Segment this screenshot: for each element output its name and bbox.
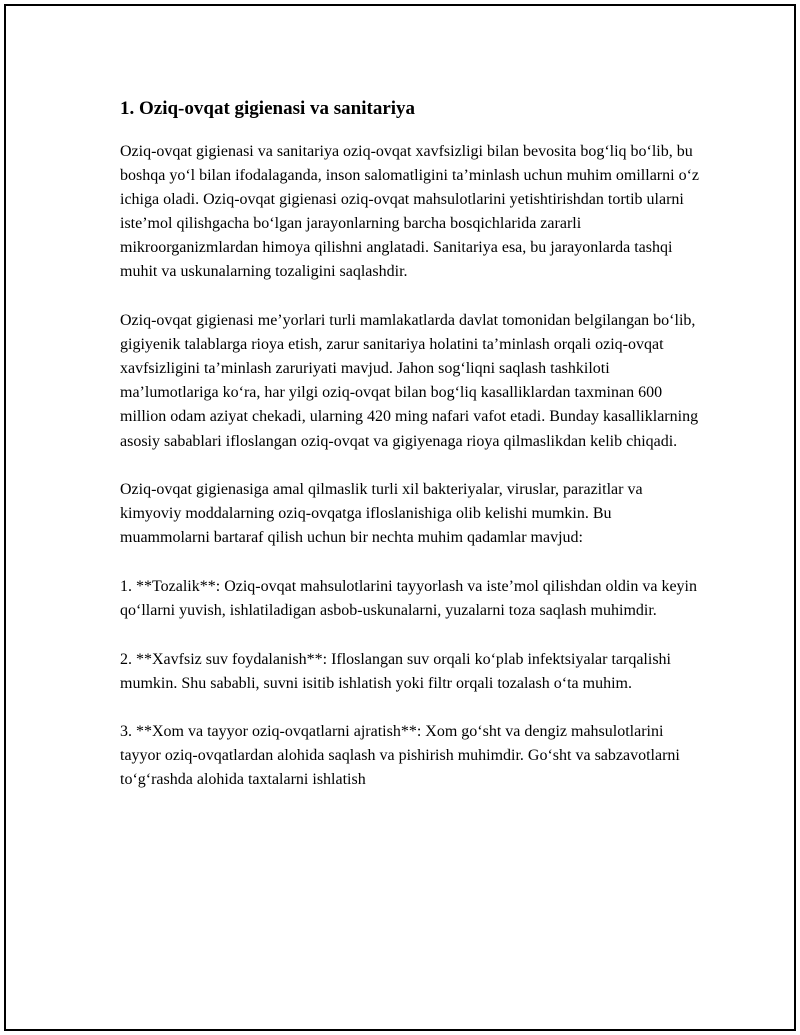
- list-item-safe-water: 2. **Xavfsiz suv foydalanish**: Ifloslangan suv orqali ko‘plab infektsiyalar tarqalishi mumkin. Shu sababli, suvni isitib ishlatish yoki filtr orqali tozalash o‘ta muhim.: [120, 650, 671, 692]
- page-frame: [4, 4, 796, 1031]
- paragraph-risks: Oziq-ovqat gigienasiga amal qilmaslik turli xil bakteriyalar, viruslar, parazitlar va kimyoviy moddalarning oziq-ovqatga ifloslanishiga olib kelishi mumkin. Bu muammolarni bartaraf qilish uchun bir nechta muhim qadamlar mavjud:: [120, 481, 643, 547]
- paragraph-norms: Oziq-ovqat gigienasi me’yorlari turli mamlakatlarda davlat tomonidan belgilangan bo‘lib, gigiyenik talablarga rioya etish, zarur sanitariya holatini ta’minlash orqali oziq-ovqat xavfsizligini ta’minlash zaruriyati mavjud. Jahon sog‘liqni saqlash tashkiloti ma’lumotlariga ko‘ra, har yilgi oziq-ovqat bilan bog‘liq kasalliklardan taxminan 600 million odam aziyat chekadi, ularning 420 ming nafari vafot etadi. Bunday kasalliklarning asosiy sabablari ifloslangan oziq-ovqat va gigiyenaga rioya qilmaslikdan kelib chiqadi.: [120, 312, 699, 450]
- list-item-separation: 3. **Xom va tayyor oziq-ovqatlarni ajratish**: Xom go‘sht va dengiz mahsulotlarini tayyor oziq-ovqatlardan alohida saqlash va pishirish muhimdir. Go‘sht va sabzavotlarni to‘g‘rashda alohida taxtalarni ishlatish: [120, 723, 680, 789]
- document-body: [120, 96, 700, 817]
- list-item-cleanliness: 1. **Tozalik**: Oziq-ovqat mahsulotlarini tayyorlash va iste’mol qilishdan oldin va keyin qo‘llarni yuvish, ishlatiladigan asbob-uskunalarni, yuzalarni toza saqlash muhimdir.: [120, 577, 697, 619]
- section-heading: 1. Oziq-ovqat gigienasi va sanitariya: [120, 98, 416, 119]
- paragraph-intro: Oziq-ovqat gigienasi va sanitariya oziq-ovqat xavfsizligi bilan bevosita bog‘liq bo‘lib, bu boshqa yo‘l bilan ifodalaganda, inson salomatligini ta’minlash uchun muhim omillarni o‘z ichiga oladi. Oziq-ovqat gigienasi oziq-ovqat mahsulotlarini yetishtirishdan tortib ularni iste’mol qilishgacha bo‘lgan jarayonlarning barcha bosqichlarida zararli mikroorganizmlardan himoya qilishni anglatadi. Sanitariya esa, bu jarayonlarda tashqi muhit va uskunalarning tozaligini saqlashdir.: [120, 143, 699, 281]
